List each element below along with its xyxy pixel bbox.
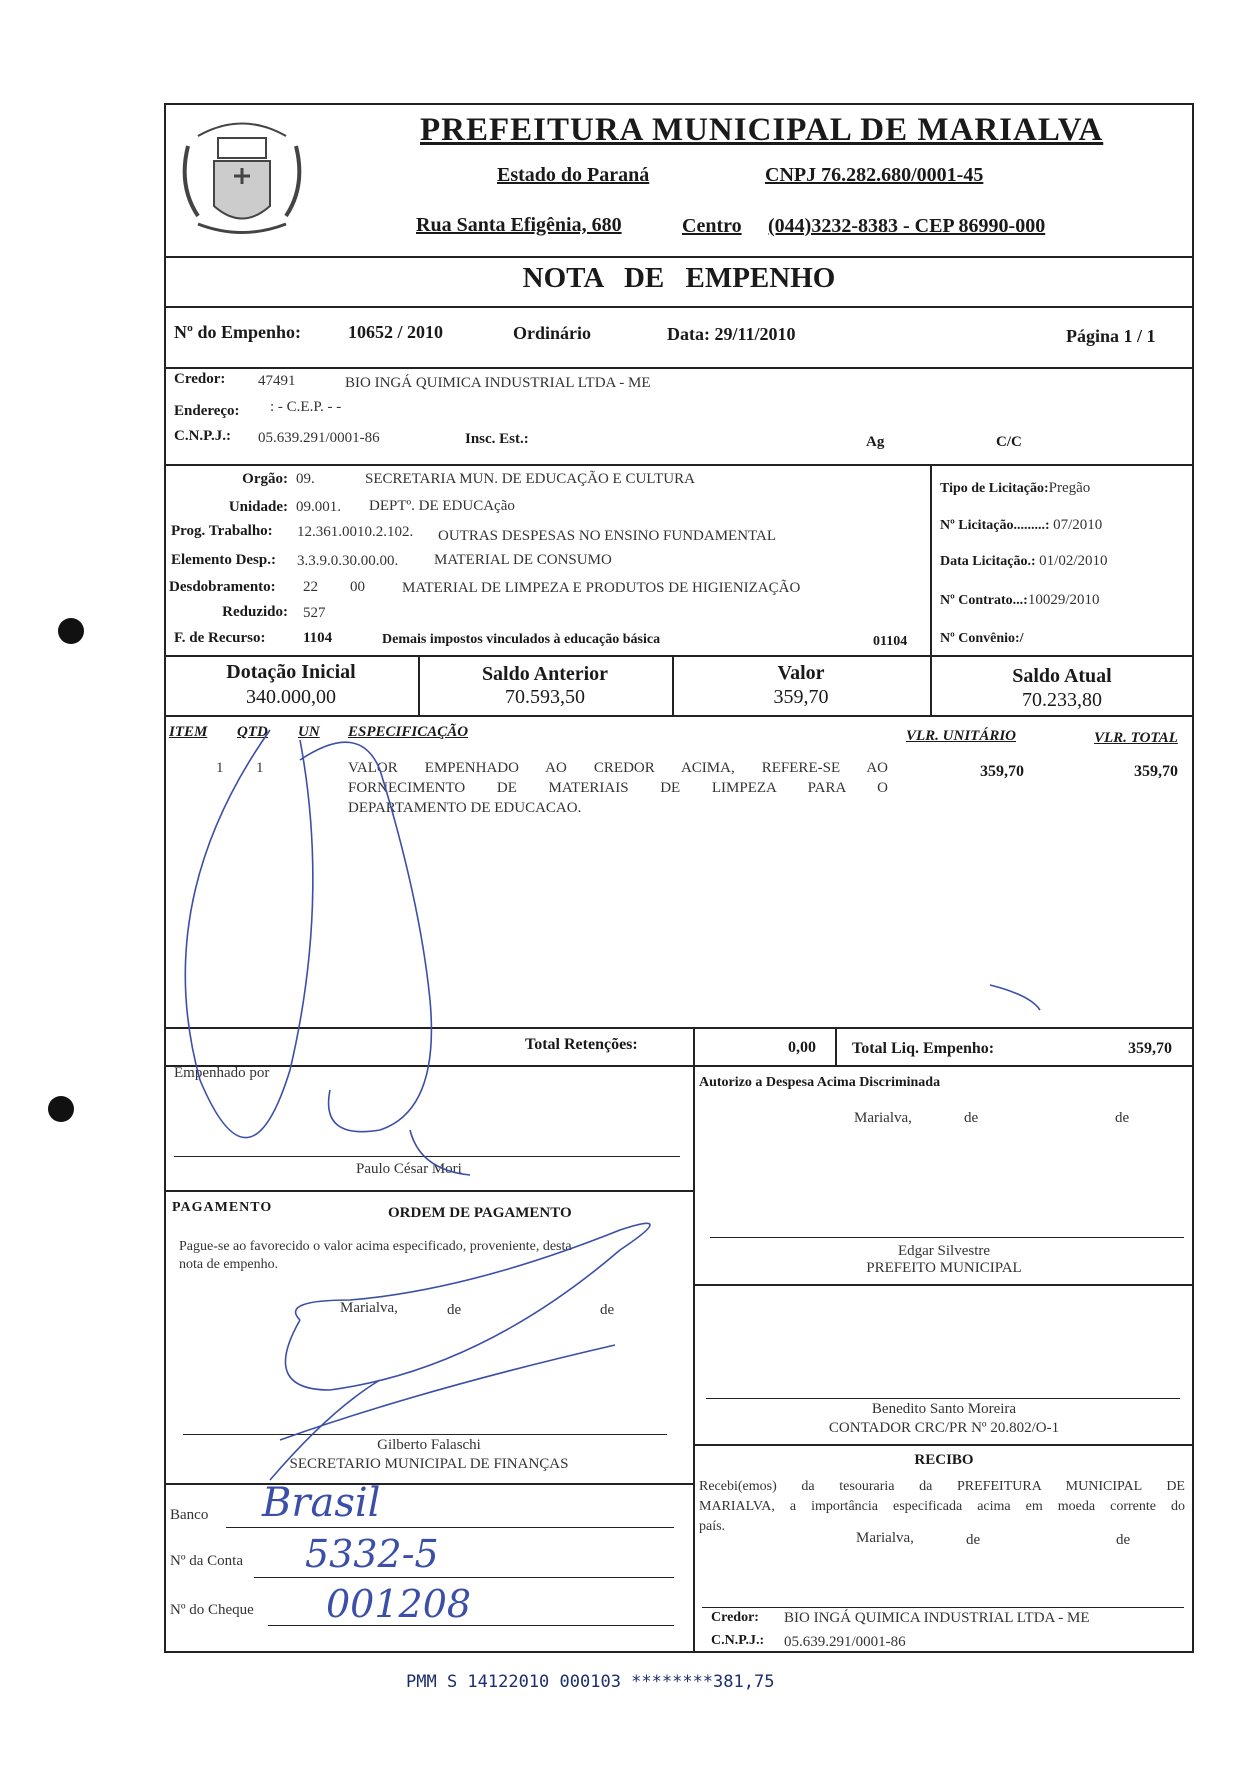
unidade-value: 09.001. (296, 499, 341, 515)
total-retencoes-value: 0,00 (788, 1039, 816, 1056)
reduzido-label: Reduzido: (222, 604, 288, 620)
cnpj-label: CNPJ 76.282.680/0001-45 (765, 164, 984, 186)
contador-name: Benedito Santo Moreira (871, 1401, 1017, 1417)
saldo-anterior-value: 70.593,50 (505, 686, 585, 708)
endereco-value: : - C.E.P. - - (270, 399, 342, 415)
recibo-text-2: MARIALVA, a importância especificada acima em moeda corrente do (699, 1499, 1185, 1514)
ordem-pagamento-label: ORDEM DE PAGAMENTO (388, 1205, 572, 1221)
item-spec-line-2: FORNECIMENTO DE MATERIAIS DE LIMPEZA PARA O (348, 780, 888, 796)
empenhado-label: Empenhado por (174, 1065, 270, 1081)
items-header-spec: ESPECIFICAÇÃO (348, 724, 469, 740)
valor-label: Valor (777, 662, 825, 684)
items-header-unit: VLR. UNITÁRIO (906, 728, 1017, 744)
address-label: Rua Santa Efigênia, 680 (416, 214, 622, 236)
item-spec-line-3: DEPARTAMENTO DE EDUCACAO. (348, 800, 582, 816)
orgao-desc: SECRETARIA MUN. DE EDUCAÇÃO E CULTURA (365, 471, 695, 487)
conta-handwritten: 5332-5 (305, 1532, 439, 1576)
licitacao-tipo-label: Tipo de Licitação:Pregão (940, 480, 1091, 496)
item-total-price: 359,70 (1134, 763, 1178, 780)
empenho-number: 10652 / 2010 (348, 322, 444, 342)
items-header-total: VLR. TOTAL (1094, 730, 1178, 746)
document-title: NOTA DE EMPENHO (522, 262, 836, 294)
page-number: Página 1 / 1 (1066, 326, 1156, 346)
orgao-value: 09. (296, 471, 315, 487)
items-header-qtd: QTD (237, 724, 268, 740)
desdobramento-value2: 00 (350, 579, 365, 595)
empenho-number-label: Nº do Empenho: (174, 322, 301, 342)
pagamento-text-1: Pague-se ao favorecido o valor acima especificado, proveniente, desta (179, 1239, 572, 1254)
recurso-desc: Demais impostos vinculados à educação básica (382, 632, 661, 647)
reduzido-value: 527 (303, 605, 326, 621)
contrato-label: Nº Contrato...:10029/2010 (940, 592, 1100, 608)
total-retencoes-label: Total Retenções: (525, 1036, 638, 1053)
autorizo-de-1: de (964, 1110, 979, 1126)
items-header-item: ITEM (169, 724, 208, 740)
banco-label: Banco (170, 1507, 209, 1523)
items-header-un: UN (298, 724, 320, 740)
autorizo-de-2: de (1115, 1110, 1130, 1126)
empenho-date: Data: 29/11/2010 (667, 324, 796, 344)
unidade-desc: DEPTº. DE EDUCAção (369, 498, 515, 514)
recibo-text-3: país. (699, 1519, 726, 1534)
item-number: 1 (216, 760, 224, 776)
saldo-atual-label: Saldo Atual (1012, 665, 1112, 687)
account-label: C/C (996, 434, 1022, 450)
empenhado-name: Paulo César Mori (356, 1161, 462, 1177)
recibo-city: Marialva, (856, 1530, 914, 1546)
item-qty: 1 (256, 760, 264, 776)
credor-cnpj: 05.639.291/0001-86 (258, 430, 380, 446)
recibo-de-1: de (966, 1532, 981, 1548)
credor-code: 47491 (258, 373, 296, 389)
item-spec-line-1: VALOR EMPENHADO AO CREDOR ACIMA, REFERE-SE AO (348, 760, 888, 776)
recibo-text-1: Recebi(emos) da tesouraria da PREFEITURA MUNICIPAL DE (699, 1479, 1185, 1494)
valor-value: 359,70 (773, 686, 829, 708)
dotacao-inicial-value: 340.000,00 (246, 686, 336, 708)
empenho-type: Ordinário (513, 323, 592, 343)
elemento-label: Elemento Desp.: (171, 552, 276, 568)
banco-handwritten: Brasil (262, 1480, 381, 1526)
secretario-name: Gilberto Falaschi (377, 1437, 481, 1453)
phone-cep-label: (044)3232-8383 - CEP 86990-000 (768, 215, 1046, 237)
licitacao-num-label: Nº Licitação.........: 07/2010 (940, 517, 1103, 533)
elemento-desc: MATERIAL DE CONSUMO (434, 552, 612, 568)
page-title: PREFEITURA MUNICIPAL DE MARIALVA (420, 112, 1104, 148)
credor-name: BIO INGÁ QUIMICA INDUSTRIAL LTDA - ME (345, 375, 651, 391)
recibo-cnpj-value: 05.639.291/0001-86 (784, 1634, 906, 1650)
dotacao-inicial-label: Dotação Inicial (226, 661, 356, 683)
prog-value: 12.361.0010.2.102. (297, 524, 414, 540)
recurso-value: 1104 (303, 630, 333, 646)
total-liq-label: Total Liq. Empenho: (852, 1040, 995, 1057)
prog-desc: OUTRAS DESPESAS NO ENSINO FUNDAMENTAL (438, 528, 776, 544)
item-unit-price: 359,70 (980, 763, 1024, 780)
credor-cnpj-label: C.N.P.J.: (174, 428, 231, 444)
endereco-label: Endereço: (174, 403, 240, 419)
elemento-value: 3.3.9.0.30.00.00. (297, 553, 399, 569)
pagamento-text-2: nota de empenho. (179, 1257, 279, 1272)
recibo-credor-label: Credor: (711, 1610, 759, 1625)
insc-est-label: Insc. Est.: (465, 431, 529, 447)
saldo-atual-value: 70.233,80 (1022, 689, 1102, 711)
desdobramento-label: Desdobramento: (169, 579, 276, 595)
orgao-label: Orgão: (242, 471, 288, 487)
recibo-cnpj-label: C.N.P.J.: (711, 1633, 765, 1648)
recurso-code: 01104 (873, 634, 908, 649)
conta-label: Nº da Conta (170, 1553, 243, 1569)
desdobramento-desc: MATERIAL DE LIMPEZA E PRODUTOS DE HIGIENIZAÇÃO (402, 580, 801, 596)
pagamento-label: PAGAMENTO (172, 1200, 273, 1215)
recibo-credor-value: BIO INGÁ QUIMICA INDUSTRIAL LTDA - ME (784, 1610, 1090, 1626)
agency-label: Ag (866, 434, 885, 450)
autorizo-city: Marialva, (854, 1110, 912, 1126)
saldo-anterior-label: Saldo Anterior (481, 663, 609, 685)
recurso-label: F. de Recurso: (174, 630, 266, 646)
pagamento-city: Marialva, (340, 1300, 398, 1316)
cheque-label: Nº do Cheque (170, 1602, 254, 1618)
desdobramento-value: 22 (303, 579, 318, 595)
licitacao-data-label: Data Licitação.: 01/02/2010 (940, 553, 1108, 569)
total-liq-value: 359,70 (1128, 1040, 1172, 1057)
recibo-de-2: de (1116, 1532, 1131, 1548)
pagamento-de-1: de (447, 1302, 462, 1318)
recibo-title: RECIBO (914, 1452, 974, 1468)
pagamento-de-2: de (600, 1302, 615, 1318)
contador-role: CONTADOR CRC/PR Nº 20.802/O-1 (828, 1420, 1060, 1436)
prefeito-name: Edgar Silvestre (897, 1243, 991, 1259)
prog-label: Prog. Trabalho: (171, 523, 273, 539)
neighborhood-label: Centro (682, 215, 742, 237)
state-label: Estado do Paraná (497, 164, 650, 186)
unidade-label: Unidade: (228, 499, 288, 515)
credor-label: Credor: (174, 371, 226, 387)
autorizo-label: Autorizo a Despesa Acima Discriminada (699, 1075, 941, 1090)
cheque-handwritten: 001208 (326, 1582, 472, 1626)
convenio-label: Nº Convênio:/ (940, 631, 1024, 646)
secretario-role: SECRETARIO MUNICIPAL DE FINANÇAS (289, 1456, 569, 1472)
prefeito-role: PREFEITO MUNICIPAL (866, 1260, 1022, 1276)
payment-stamp: PMM S 14122010 000103 ********381,75 (406, 1672, 775, 1692)
